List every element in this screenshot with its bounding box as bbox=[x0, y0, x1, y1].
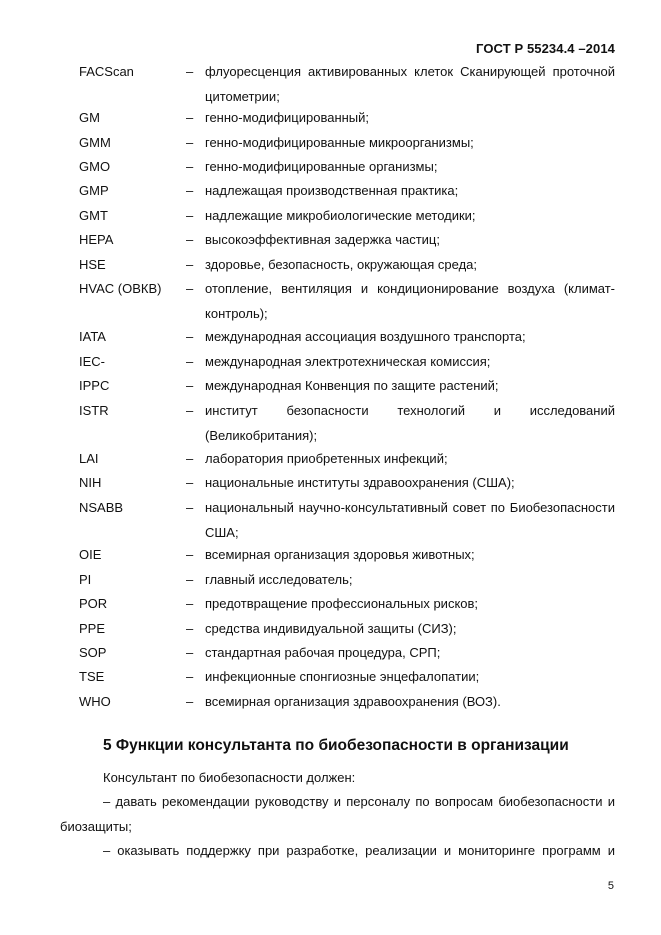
abbreviation-dash: – bbox=[186, 451, 194, 466]
abbreviation-dash: – bbox=[186, 403, 194, 418]
abbreviation-dash: – bbox=[186, 669, 194, 684]
abbreviation-term: HVAC (ОВКВ) bbox=[79, 281, 162, 296]
abbreviation-dash: – bbox=[186, 159, 194, 174]
abbreviation-definition: всемирная организация здравоохранения (ВОЗ). bbox=[205, 694, 501, 709]
abbreviation-term: HSE bbox=[79, 257, 106, 272]
abbreviation-term: GMP bbox=[79, 183, 109, 198]
abbreviation-dash: – bbox=[186, 645, 194, 660]
abbreviation-definition: надлежащая производственная практика; bbox=[205, 183, 459, 198]
abbreviation-term: LAI bbox=[79, 451, 99, 466]
abbreviation-term: OIE bbox=[79, 547, 102, 562]
abbreviation-term: FACScan bbox=[79, 64, 134, 79]
abbreviation-definition: генно-модифицированные микроорганизмы; bbox=[205, 135, 474, 150]
section-intro: Консультант по биобезопасности должен: bbox=[103, 770, 356, 785]
abbreviation-dash: – bbox=[186, 232, 194, 247]
abbreviation-term: IPPC bbox=[79, 378, 110, 393]
abbreviation-term: PPE bbox=[79, 621, 106, 636]
abbreviation-definition: главный исследователь; bbox=[205, 572, 353, 587]
abbreviation-term: GM bbox=[79, 110, 100, 125]
abbreviation-definition: международная Конвенция по защите растений; bbox=[205, 378, 499, 393]
abbreviation-definition: генно-модифицированные организмы; bbox=[205, 159, 438, 174]
section-title: 5 Функции консультанта по биобезопасности в организации bbox=[103, 737, 569, 754]
abbreviation-term: NSABB bbox=[79, 500, 124, 515]
abbreviation-definition: высокоэффективная задержка частиц; bbox=[205, 232, 440, 247]
abbreviation-definition: международная ассоциация воздушного транспорта; bbox=[205, 329, 526, 344]
abbreviation-dash: – bbox=[186, 110, 194, 125]
abbreviation-definition: флуоресценция активированных клеток Сканирующей проточной цитометрии; bbox=[205, 64, 615, 104]
abbreviation-dash: – bbox=[186, 378, 194, 393]
abbreviation-term: IATA bbox=[79, 329, 106, 344]
abbreviation-term: POR bbox=[79, 596, 108, 611]
abbreviation-term: GMM bbox=[79, 135, 111, 150]
abbreviation-definition: национальные институты здравоохранения (США); bbox=[205, 475, 515, 490]
abbreviation-term: ISTR bbox=[79, 403, 109, 418]
abbreviation-definition: отопление, вентиляция и кондиционирование воздуха (климат-контроль); bbox=[205, 281, 615, 321]
abbreviation-dash: – bbox=[186, 354, 194, 369]
abbreviation-term: TSE bbox=[79, 669, 105, 684]
abbreviation-term: GMT bbox=[79, 208, 108, 223]
page-number: 5 bbox=[607, 880, 614, 892]
abbreviation-definition: средства индивидуальной защиты (СИЗ); bbox=[205, 621, 457, 636]
document-header: ГОСТ Р 55234.4 –2014 bbox=[476, 41, 615, 56]
abbreviation-term: IEC- bbox=[79, 354, 105, 369]
abbreviation-dash: – bbox=[186, 257, 194, 272]
abbreviation-term: PI bbox=[79, 572, 92, 587]
abbreviation-term: GMO bbox=[79, 159, 111, 174]
abbreviation-term: WHO bbox=[79, 694, 111, 709]
abbreviation-definition: инфекционные спонгиозные энцефалопатии; bbox=[205, 669, 480, 684]
abbreviation-definition: национальный научно-консультативный совет по Биобезопасности США; bbox=[205, 500, 615, 540]
abbreviation-definition: генно-модифицированный; bbox=[205, 110, 370, 125]
abbreviation-definition: предотвращение профессиональных рисков; bbox=[205, 596, 479, 611]
abbreviation-definition: лаборатория приобретенных инфекций; bbox=[205, 451, 448, 466]
abbreviation-definition: всемирная организация здоровья животных; bbox=[205, 547, 475, 562]
abbreviation-dash: – bbox=[186, 208, 194, 223]
abbreviation-definition: надлежащие микробиологические методики; bbox=[205, 208, 476, 223]
abbreviation-term: SOP bbox=[79, 645, 107, 660]
abbreviation-term: HEPA bbox=[79, 232, 114, 247]
abbreviation-dash: – bbox=[186, 547, 194, 562]
abbreviation-dash: – bbox=[186, 281, 194, 296]
bullet-item: – давать рекомендации руководству и персоналу по вопросам биобезопасности и биозащиты; bbox=[60, 794, 615, 834]
abbreviation-dash: – bbox=[186, 621, 194, 636]
abbreviation-dash: – bbox=[186, 500, 194, 515]
bullet-item: – оказывать поддержку при разработке, реализации и мониторинге программ и bbox=[103, 843, 615, 858]
abbreviation-dash: – bbox=[186, 596, 194, 611]
abbreviation-definition: стандартная рабочая процедура, СРП; bbox=[205, 645, 441, 660]
abbreviation-definition: институт безопасности технологий и исследований (Великобритания); bbox=[205, 403, 615, 443]
abbreviation-definition: здоровье, безопасность, окружающая среда; bbox=[205, 257, 478, 272]
abbreviation-dash: – bbox=[186, 135, 194, 150]
abbreviation-dash: – bbox=[186, 329, 194, 344]
abbreviation-dash: – bbox=[186, 183, 194, 198]
abbreviation-dash: – bbox=[186, 572, 194, 587]
abbreviation-term: NIH bbox=[79, 475, 102, 490]
abbreviation-dash: – bbox=[186, 64, 194, 79]
abbreviation-definition: международная электротехническая комиссия; bbox=[205, 354, 491, 369]
abbreviation-dash: – bbox=[186, 475, 194, 490]
abbreviation-dash: – bbox=[186, 694, 194, 709]
